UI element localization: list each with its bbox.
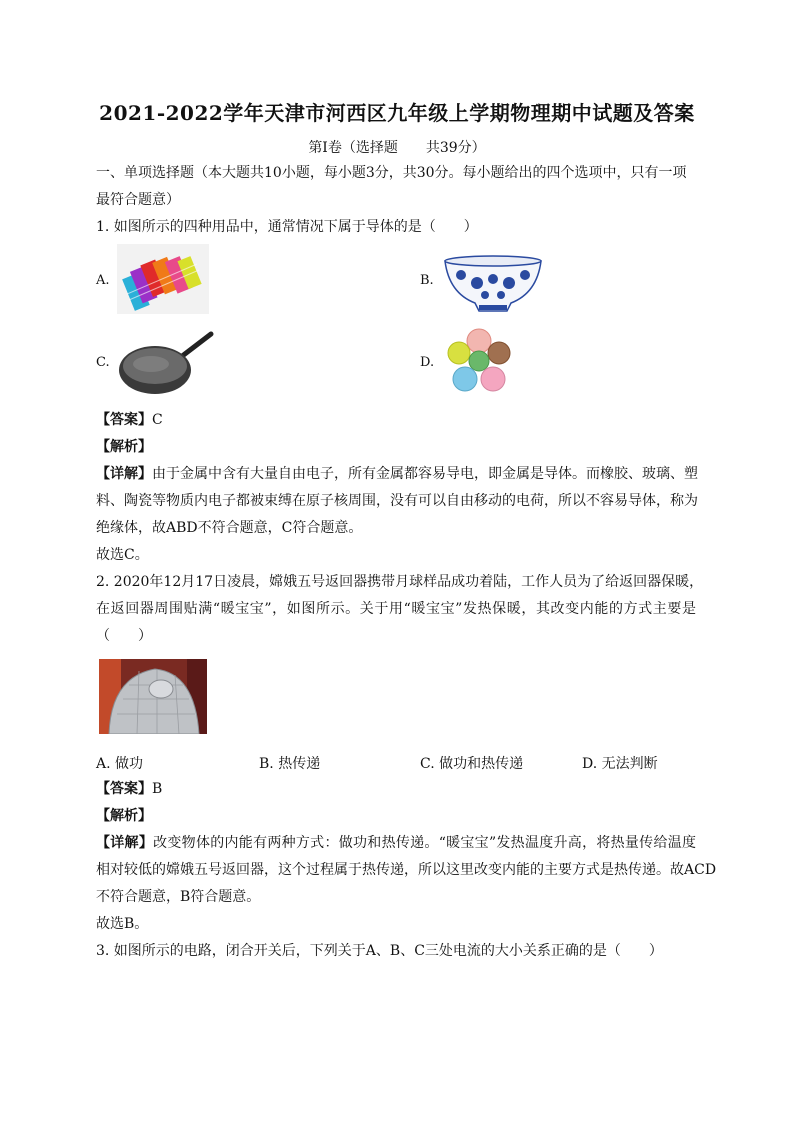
- q1-detail-line3: 绝缘体，故ABD不符合题意，C符合题意。: [96, 520, 363, 536]
- q2-answer-value: B: [152, 781, 163, 797]
- q2-stem-line3: （ ）: [96, 628, 152, 644]
- q1-option-b-label: B.: [420, 273, 434, 288]
- q2-choice-c: C. 做功和热传递: [420, 756, 524, 772]
- q1-detail-line1: [96, 464, 696, 484]
- combs-image: [117, 244, 209, 314]
- q2-detail-text1: 改变物体的内能有两种方式：做功和热传递。“暖宝宝”发热温度升高，将热量传给温度: [153, 835, 697, 851]
- q2-choice-a: A. 做功: [96, 756, 144, 772]
- section-instructions-line1: 一、单项选择题（本大题共10小题，每小题3分，共30分。每小题给出的四个选项中，只有一项: [96, 165, 687, 181]
- q2-choice-d: D. 无法判断: [582, 756, 658, 772]
- frying-pan-image: [117, 330, 215, 398]
- section-instructions-line2: 最符合题意）: [96, 192, 180, 208]
- q1-answer-label: 【答案】: [96, 412, 152, 428]
- q1-detail-text1: 由于金属中含有大量自由电子，所有金属都容易导电，即金属是导体。而橡胶、玻璃、塑: [152, 466, 698, 482]
- q2-stem-line1: 2. 2020年12月17日凌晨，嫦娥五号返回器携带月球样品成功着陆，工作人员为了给返回器保暖，: [96, 574, 704, 590]
- q2-answer-label: 【答案】: [96, 781, 152, 797]
- q1-option-c-label: C.: [96, 355, 110, 370]
- section-subtitle: 第Ⅰ卷（选择题 共39分）: [308, 140, 486, 156]
- q2-detail-label: 【详解】: [96, 835, 154, 851]
- q2-conclusion: 故选B。: [96, 916, 149, 932]
- q1-option-d-label: D.: [420, 355, 435, 370]
- q1-answer-value: C: [152, 412, 163, 428]
- q2-answer: [96, 779, 696, 799]
- q1-answer: [96, 410, 696, 430]
- q1-conclusion: 故选C。: [96, 547, 149, 563]
- q2-detail-line2: 相对较低的嫦娥五号返回器，这个过程属于热传递，所以这里改变内能的主要方式是热传递。故ACD: [96, 862, 717, 878]
- heat-pack-capsule-image: [99, 659, 207, 734]
- q2-choice-b: B. 热传递: [259, 756, 321, 772]
- q3-stem: 3. 如图所示的电路，闭合开关后，下列关于A、B、C三处电流的大小关系正确的是（ ）: [96, 943, 663, 959]
- colored-coasters-image: [441, 325, 517, 397]
- q1-option-a-label: A.: [96, 273, 110, 288]
- q2-analysis-label: 【解析】: [96, 808, 152, 824]
- q2-detail-line3: 不符合题意，B符合题意。: [96, 889, 261, 905]
- porcelain-bowl-image: [441, 253, 545, 313]
- q1-stem: 1. 如图所示的四种用品中，通常情况下属于导体的是（ ）: [96, 219, 478, 235]
- page-title: 2021-2022学年天津市河西区九年级上学期物理期中试题及答案: [99, 101, 695, 125]
- q2-stem-line2: 在返回器周围贴满“暖宝宝”，如图所示。关于用“暖宝宝”发热保暖，其改变内能的方式主要是: [96, 601, 696, 617]
- q1-analysis-label: 【解析】: [96, 439, 152, 455]
- q1-detail-label: 【详解】: [96, 466, 152, 482]
- q2-detail-line1: [96, 833, 696, 853]
- q1-detail-line2: 料、陶瓷等物质内电子都被束缚在原子核周围，没有可以自由移动的电荷，所以不容易导体，称为: [96, 493, 698, 509]
